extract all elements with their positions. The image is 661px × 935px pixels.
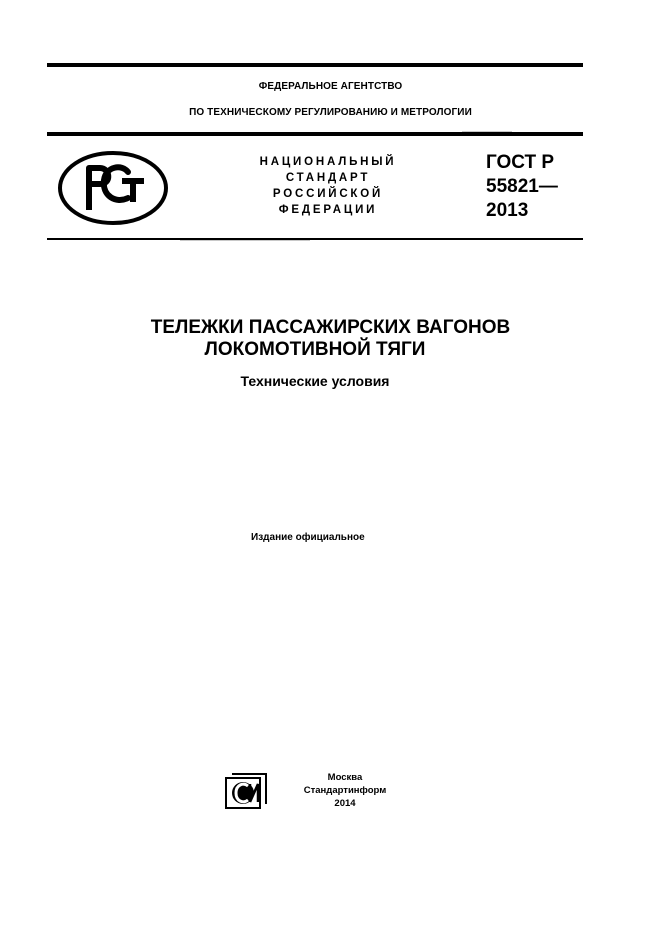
scan-artifact bbox=[462, 131, 512, 132]
top-rule bbox=[47, 63, 583, 67]
standartinform-logo-icon bbox=[224, 772, 268, 810]
gost-code-line2: 55821— bbox=[486, 176, 558, 197]
gost-code bbox=[486, 151, 558, 223]
scan-artifact bbox=[180, 240, 310, 241]
gost-code-line1: ГОСТ Р bbox=[486, 152, 555, 173]
national-standard-label bbox=[222, 154, 434, 218]
gost-code-line3: 2013 bbox=[486, 200, 529, 221]
agency-name-line1: ФЕДЕРАЛЬНОЕ АГЕНТСТВО bbox=[258, 81, 403, 92]
national-line-1: НАЦИОНАЛЬНЫЙ bbox=[259, 156, 397, 168]
standard-block-rule bbox=[47, 238, 583, 240]
header-rule bbox=[47, 132, 583, 136]
document-title-line1: ТЕЛЕЖКИ ПАССАЖИРСКИХ ВАГОНОВ bbox=[150, 317, 511, 338]
publisher-city: Москва bbox=[327, 772, 363, 783]
national-line-4: ФЕДЕРАЦИИ bbox=[278, 204, 378, 216]
edition-label: Издание официальное bbox=[251, 532, 365, 543]
publisher-name: Стандартинформ bbox=[303, 785, 387, 796]
document-subtitle: Технические условия bbox=[240, 373, 390, 389]
rst-certification-logo-icon bbox=[56, 150, 170, 226]
publisher-info bbox=[290, 771, 400, 810]
publication-year: 2014 bbox=[334, 798, 356, 809]
document-title-line2: ЛОКОМОТИВНОЙ ТЯГИ bbox=[204, 339, 426, 360]
national-line-3: РОССИЙСКОЙ bbox=[272, 188, 384, 200]
agency-name-line2: ПО ТЕХНИЧЕСКОМУ РЕГУЛИРОВАНИЮ И МЕТРОЛОГИИ bbox=[189, 107, 472, 118]
national-line-2: СТАНДАРТ bbox=[285, 172, 371, 184]
